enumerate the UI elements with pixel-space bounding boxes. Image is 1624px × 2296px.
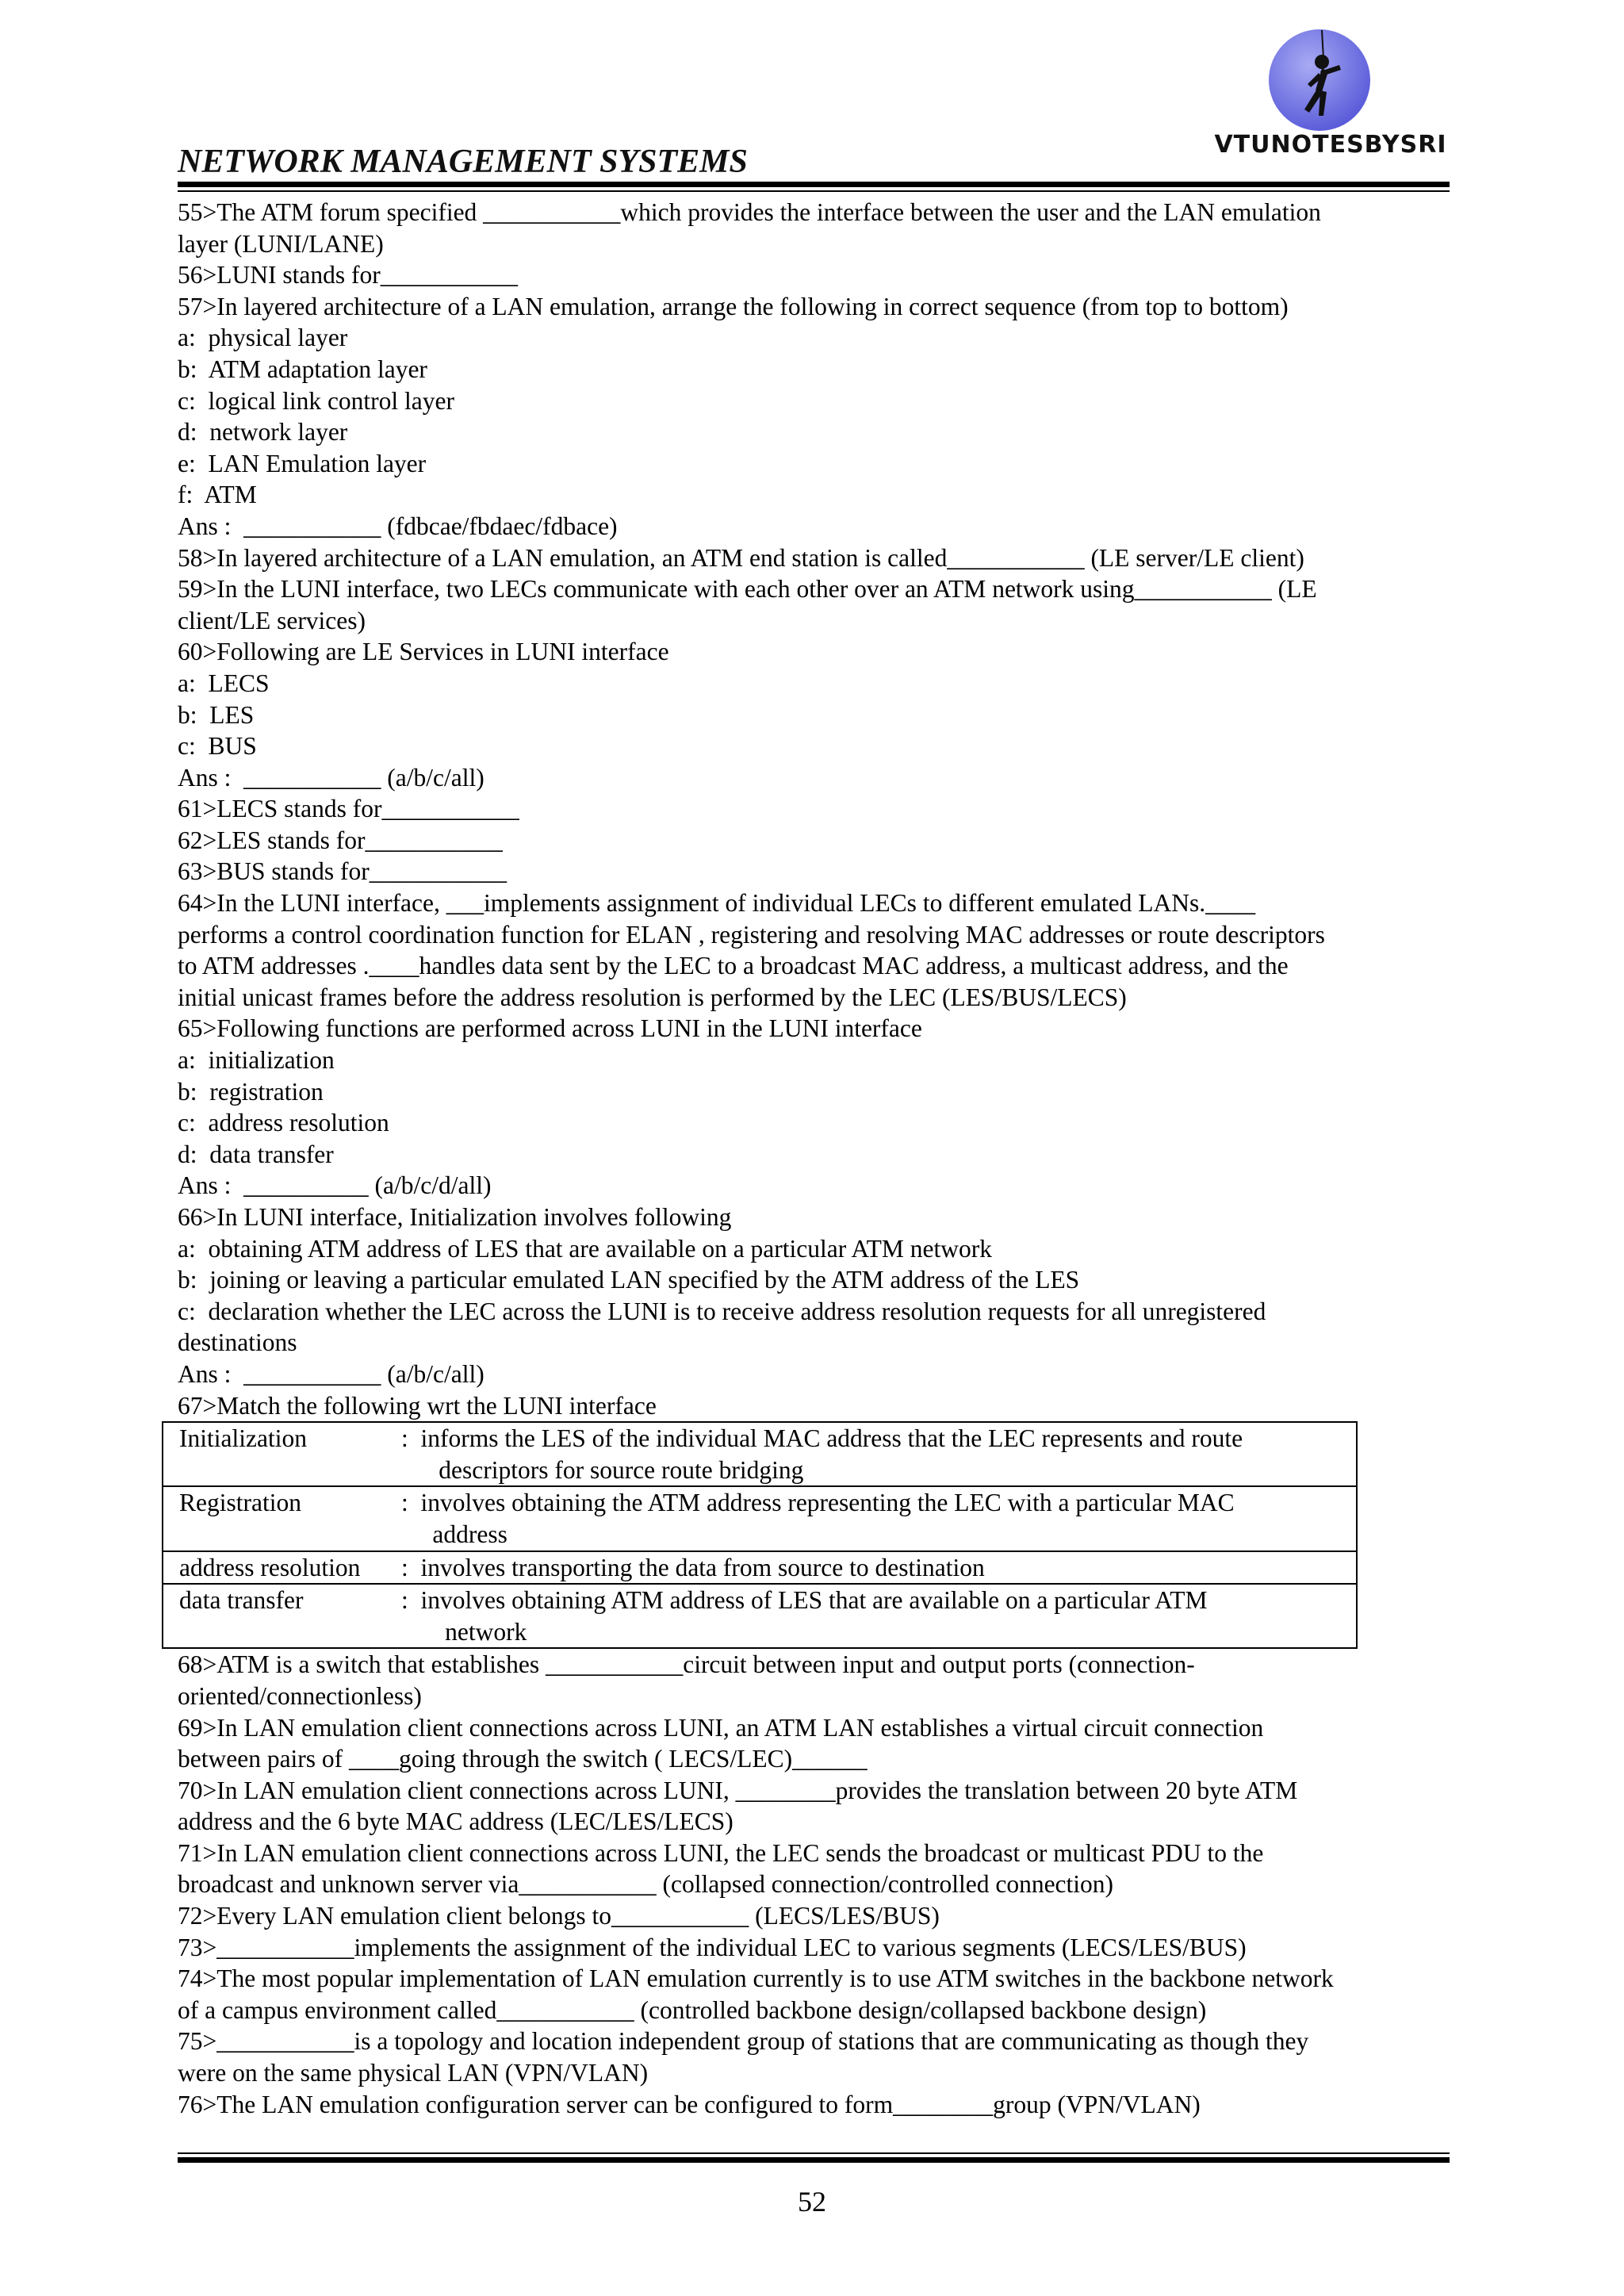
text-line: Ans : ___________ (a/b/c/all) (178, 763, 485, 792)
text-line: 69>In LAN emulation client connections across LUNI, an ATM LAN establishes a virtual circuit connection (178, 1713, 1264, 1742)
text-line: 68>ATM is a switch that establishes ___________circuit between input and output ports (connection- (178, 1650, 1195, 1679)
text-line: 66>In LUNI interface, Initialization involves following (178, 1203, 732, 1231)
match-row (163, 1551, 1357, 1585)
match-term: Initialization (179, 1424, 307, 1453)
match-definition: : involves transporting the data from source to destination (401, 1553, 985, 1581)
text-line: c: address resolution (178, 1109, 389, 1137)
text-line: c: declaration whether the LEC across the LUNI is to receive address resolution requests for all unregistered (178, 1297, 1266, 1325)
text-line: b: registration (178, 1077, 324, 1106)
page-title: NETWORK MANAGEMENT SYSTEMS (178, 144, 748, 180)
text-line: b: LES (178, 700, 255, 729)
match-definition-continued: network (401, 1617, 527, 1646)
match-cell (163, 1486, 1357, 1550)
match-cell (163, 1551, 1357, 1585)
match-row (163, 1486, 1357, 1550)
text-line: performs a control coordination function for ELAN , registering and resolving MAC addresses or route descriptors (178, 920, 1325, 949)
text-line: 56>LUNI stands for___________ (178, 261, 518, 289)
text-line: f: ATM (178, 481, 257, 509)
match-definition: : involves obtaining the ATM address representing the LEC with a particular MAC (401, 1489, 1235, 1517)
text-line: 62>LES stands for___________ (178, 826, 503, 854)
text-line: client/LE services) (178, 606, 366, 634)
text-line: were on the same physical LAN (VPN/VLAN) (178, 2059, 649, 2087)
text-line: 70>In LAN emulation client connections across LUNI, ________provides the translation between 20 byte ATM (178, 1776, 1298, 1804)
text-line: 63>BUS stands for___________ (178, 857, 508, 886)
text-line: 57>In layered architecture of a LAN emulation, arrange the following in correct sequence (from top to bottom) (178, 292, 1289, 320)
brand-label: VTUNOTESBYSRI (1214, 131, 1447, 159)
text-line: a: LECS (178, 669, 270, 697)
text-line: a: initialization (178, 1046, 335, 1075)
match-term: data transfer (179, 1586, 304, 1615)
footer-rule-thick (178, 2157, 1450, 2163)
text-line: 59>In the LUNI interface, two LECs communicate with each other over an ATM network using___________ (LE (178, 575, 1317, 604)
text-line: layer (LUNI/LANE) (178, 229, 384, 258)
text-line: initial unicast frames before the address resolution is performed by the LEC (LES/BUS/LECS) (178, 983, 1127, 1011)
text-line: e: LAN Emulation layer (178, 449, 427, 477)
text-line: to ATM addresses .____handles data sent by the LEC to a broadcast MAC address, a multicast address, and the (178, 952, 1289, 980)
text-line: c: logical link control layer (178, 386, 455, 415)
text-line: 67>Match the following wrt the LUNI interface (178, 1391, 657, 1420)
text-line: oriented/connectionless) (178, 1681, 422, 1710)
match-term: Registration (179, 1489, 301, 1517)
text-line: b: ATM adaptation layer (178, 355, 427, 383)
match-term: address resolution (179, 1553, 361, 1581)
text-line: 75>___________is a topology and location independent group of stations that are communicating as though they (178, 2027, 1309, 2056)
match-cell (163, 1584, 1357, 1648)
match-row (163, 1584, 1357, 1648)
match-row (163, 1422, 1357, 1486)
text-line: Ans : __________ (a/b/c/d/all) (178, 1171, 492, 1200)
text-line: destinations (178, 1328, 297, 1357)
match-table (162, 1421, 1358, 1649)
question-list (178, 197, 1450, 2120)
header-rule-thin (178, 190, 1450, 192)
text-line: d: network layer (178, 418, 348, 447)
text-line: of a campus environment called___________ (controlled backbone design/collapsed backbone design) (178, 1995, 1207, 2024)
text-line: d: data transfer (178, 1140, 334, 1168)
match-cell (163, 1422, 1357, 1486)
text-line: a: physical layer (178, 324, 348, 352)
text-line: 64>In the LUNI interface, ___implements assignment of individual LECs to different emulated LANs.____ (178, 889, 1256, 918)
match-definition-continued: descriptors for source route bridging (401, 1455, 804, 1484)
header-rule-thick (178, 182, 1450, 187)
text-line: address and the 6 byte MAC address (LEC/LES/LECS) (178, 1807, 733, 1836)
match-definition: : involves obtaining ATM address of LES that are available on a particular ATM (401, 1586, 1208, 1615)
text-line: 58>In layered architecture of a LAN emulation, an ATM end station is called___________ (LE server/LE client) (178, 543, 1304, 572)
text-line: 55>The ATM forum specified ___________which provides the interface between the user and the LAN emulation (178, 198, 1321, 226)
text-line: 74>The most popular implementation of LAN emulation currently is to use ATM switches in the backbone network (178, 1964, 1334, 1993)
match-definition: : informs the LES of the individual MAC address that the LEC represents and route (401, 1424, 1243, 1453)
text-line: 65>Following functions are performed across LUNI in the LUNI interface (178, 1014, 922, 1043)
footer-rule-thin (178, 2152, 1450, 2154)
text-line: b: joining or leaving a particular emulated LAN specified by the ATM address of the LES (178, 1266, 1080, 1294)
text-line: c: BUS (178, 732, 257, 761)
text-line: 60>Following are LE Services in LUNI interface (178, 638, 669, 666)
text-line: 73>___________implements the assignment of the individual LEC to various segments (LECS/LES/BUS) (178, 1933, 1247, 1961)
text-line: between pairs of ____going through the switch ( LECS/LEC)______ (178, 1745, 868, 1773)
text-line: a: obtaining ATM address of LES that are available on a particular ATM network (178, 1234, 992, 1263)
page-number: 52 (798, 2186, 826, 2217)
text-line: 71>In LAN emulation client connections across LUNI, the LEC sends the broadcast or multicast PDU to the (178, 1838, 1264, 1867)
text-line: Ans : ___________ (fdbcae/fbdaec/fdbace) (178, 512, 618, 540)
text-line: 76>The LAN emulation configuration server can be configured to form________group (VPN/VLAN) (178, 2090, 1201, 2118)
climber-logo-icon (1266, 27, 1373, 133)
match-definition-continued: address (401, 1520, 508, 1548)
text-line: 72>Every LAN emulation client belongs to___________ (LECS/LES/BUS) (178, 1902, 940, 1930)
text-line: Ans : ___________ (a/b/c/all) (178, 1359, 485, 1388)
text-line: 61>LECS stands for___________ (178, 795, 519, 823)
text-line: broadcast and unknown server via___________ (collapsed connection/controlled connection) (178, 1870, 1114, 1899)
